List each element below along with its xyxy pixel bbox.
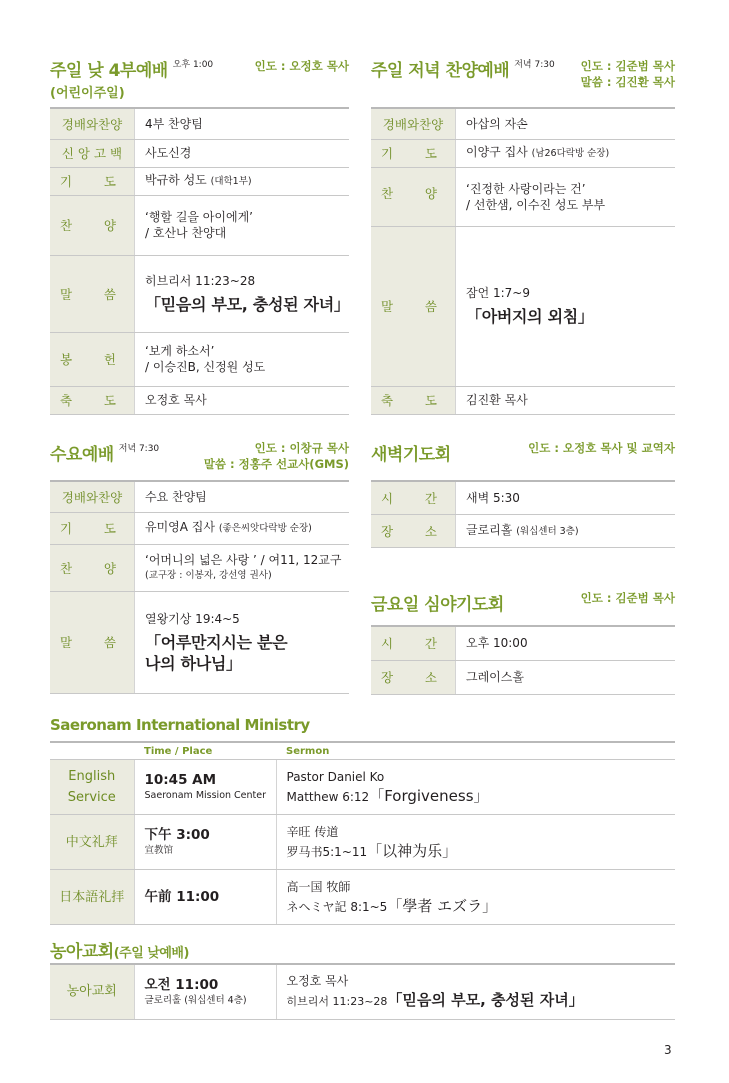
- evening-title: 주일 저녁 찬양예배: [371, 61, 510, 81]
- farm-heading: [50, 937, 189, 962]
- sunday4-time: 오후 1:00: [172, 60, 214, 70]
- table-row: [371, 660, 675, 694]
- row-label: 찬 양: [381, 185, 437, 201]
- friday-table: [371, 625, 675, 695]
- row-value: ‘보게 하소서’ / 이승진B, 신정원 성도: [135, 332, 350, 386]
- wednesday-heading: [50, 440, 159, 465]
- table-row: [50, 870, 675, 925]
- row-value: 이양구 집사 (남26다락방 순장): [456, 139, 676, 167]
- table-row: [50, 815, 675, 870]
- sunday4-subtitle: (어린이주일): [50, 86, 125, 101]
- row-value: ‘어머니의 넓은 사랑 ’ / 여11, 12교구 (교구장 : 이봉자, 강선영 권사): [135, 544, 350, 591]
- dawn-title: 새벽기도회: [371, 445, 451, 465]
- table-row: [50, 760, 675, 815]
- sermon: 高一国 牧師 ネヘミヤ記 8:1~5「學者 エズラ」: [276, 870, 675, 925]
- farm-title: 농아교회: [50, 942, 114, 962]
- table-row: [50, 255, 349, 332]
- table-row: [371, 514, 675, 547]
- international-table: [50, 741, 675, 925]
- row-label: 말 씀: [60, 635, 116, 650]
- row-label: 장 소: [381, 523, 437, 539]
- sermon: 오정호 목사 히브리서 11:23~28「믿음의 부모, 충성된 자녀」: [276, 964, 675, 1019]
- dawn-heading: [371, 440, 451, 465]
- row-label: 축 도: [381, 393, 437, 408]
- row-value: 히브리서 11:23~28 「믿음의 부모, 충성된 자녀」: [135, 255, 350, 332]
- row-value: 잠언 1:7~9 「아버지의 외침」: [456, 226, 676, 386]
- row-label: 경배와찬양: [382, 116, 444, 132]
- wednesday-title: 수요예배: [50, 445, 114, 465]
- row-value: 글로리홀 (워십센터 3층): [456, 514, 676, 547]
- row-label: 시 간: [381, 490, 437, 506]
- row-value: 아삽의 자손: [456, 108, 676, 139]
- evening-lead-1: 인도 : 김준범 목사: [580, 59, 675, 73]
- sunday4-lead: 인도 : 오정호 목사: [254, 59, 349, 73]
- row-label: 경배와찬양: [61, 489, 123, 505]
- row-label: 기 도: [381, 146, 437, 161]
- row-value: 새벽 5:30: [456, 481, 676, 514]
- row-label: 경배와찬양: [61, 116, 123, 132]
- sermon: 辛旺 传道 罗马书5:1~11「以神为乐」: [276, 815, 675, 870]
- col-sermon: Sermon: [276, 742, 675, 760]
- row-value: 박규하 성도 (대학1부): [135, 167, 350, 195]
- wednesday-table: [50, 480, 349, 694]
- row-value: 김진환 목사: [456, 386, 676, 414]
- international-title: Saeronam International Ministry: [50, 716, 310, 734]
- row-value: 그레이스홀: [456, 660, 676, 694]
- time-place: 오전 11:00 글로리홀 (워십센터 4층): [134, 964, 276, 1019]
- page-number: 3: [664, 1043, 672, 1057]
- wednesday-lead-2: 말씀 : 정홍주 선교사(GMS): [203, 457, 349, 471]
- table-header: [50, 742, 675, 760]
- row-value: 4부 찬양팀: [135, 108, 350, 139]
- table-row: [50, 195, 349, 255]
- row-label: 찬 양: [60, 560, 116, 576]
- sunday4-table: [50, 107, 349, 415]
- sunday4-title: 주일 낮 4부예배: [50, 61, 168, 81]
- row-label: 찬 양: [60, 218, 116, 233]
- friday-title: 금요일 심야기도회: [371, 595, 504, 615]
- table-row: [371, 626, 675, 660]
- table-row: [371, 139, 675, 167]
- evening-time: 저녁 7:30: [514, 60, 555, 70]
- farm-title-sub: (주일 낮예배): [113, 946, 189, 961]
- table-row: [371, 108, 675, 139]
- friday-lead: 인도 : 김준범 목사: [580, 591, 675, 605]
- table-row: [50, 167, 349, 195]
- evening-lead: [560, 58, 675, 90]
- lang-label: 日本語礼拝: [50, 870, 134, 925]
- row-label: 시 간: [381, 636, 437, 652]
- wednesday-lead: [190, 440, 349, 472]
- row-value: 유미영A 집사 (좋은씨앗다락방 순장): [135, 512, 350, 544]
- row-value: 열왕기상 19:4~5 「어루만지시는 분은 나의 하나님」: [135, 591, 350, 693]
- table-row: [50, 108, 349, 139]
- wednesday-time: 저녁 7:30: [118, 444, 160, 454]
- table-row: [371, 167, 675, 226]
- row-label: 봉 헌: [60, 352, 116, 367]
- evening-heading: [371, 56, 555, 81]
- row-value: 오정호 목사: [135, 386, 350, 414]
- time-place: 午前 11:00: [134, 870, 276, 925]
- table-row: [371, 386, 675, 414]
- table-row: [50, 332, 349, 386]
- lang-label: English Service: [50, 760, 134, 815]
- wednesday-lead-1: 인도 : 이창규 목사: [254, 441, 349, 455]
- table-row: [50, 544, 349, 591]
- friday-heading: [371, 590, 504, 615]
- row-value: 사도신경: [135, 139, 350, 167]
- row-label: 신 앙 고 백: [61, 146, 123, 161]
- table-row: [50, 512, 349, 544]
- sermon: Pastor Daniel Ko Matthew 6:12「Forgiveness」: [276, 760, 675, 815]
- row-value: 오후 10:00: [456, 626, 676, 660]
- row-label: 축 도: [60, 393, 116, 408]
- row-label: 기 도: [60, 174, 116, 189]
- row-value: 수요 찬양팀: [135, 481, 350, 512]
- table-row: [50, 139, 349, 167]
- sunday4-heading: [50, 56, 213, 101]
- row-label: 기 도: [60, 521, 116, 536]
- row-label: 말 씀: [60, 286, 116, 302]
- dawn-lead: 인도 : 오정호 목사 및 교역자: [528, 441, 675, 455]
- evening-table: [371, 107, 675, 415]
- evening-lead-2: 말씀 : 김진환 목사: [580, 75, 675, 89]
- farm-table: [50, 963, 675, 1020]
- table-row: [50, 964, 675, 1019]
- time-place: 下午 3:00 宣教馆: [134, 815, 276, 870]
- row-label: 장 소: [381, 670, 437, 685]
- row-value: ‘진정한 사랑이라는 건’ / 선한샘, 이수진 성도 부부: [456, 167, 676, 226]
- table-row: [50, 591, 349, 693]
- col-time-place: Time / Place: [134, 742, 276, 760]
- row-label: 말 씀: [381, 299, 437, 314]
- farm-label: 농아교회: [50, 964, 134, 1019]
- row-value: ‘행할 길을 아이에게’ / 호산나 찬양대: [135, 195, 350, 255]
- table-row: [371, 481, 675, 514]
- lang-label: 中文礼拜: [50, 815, 134, 870]
- table-row: [50, 386, 349, 414]
- table-row: [50, 481, 349, 512]
- time-place: 10:45 AM Saeronam Mission Center: [134, 760, 276, 815]
- dawn-table: [371, 480, 675, 548]
- table-row: [371, 226, 675, 386]
